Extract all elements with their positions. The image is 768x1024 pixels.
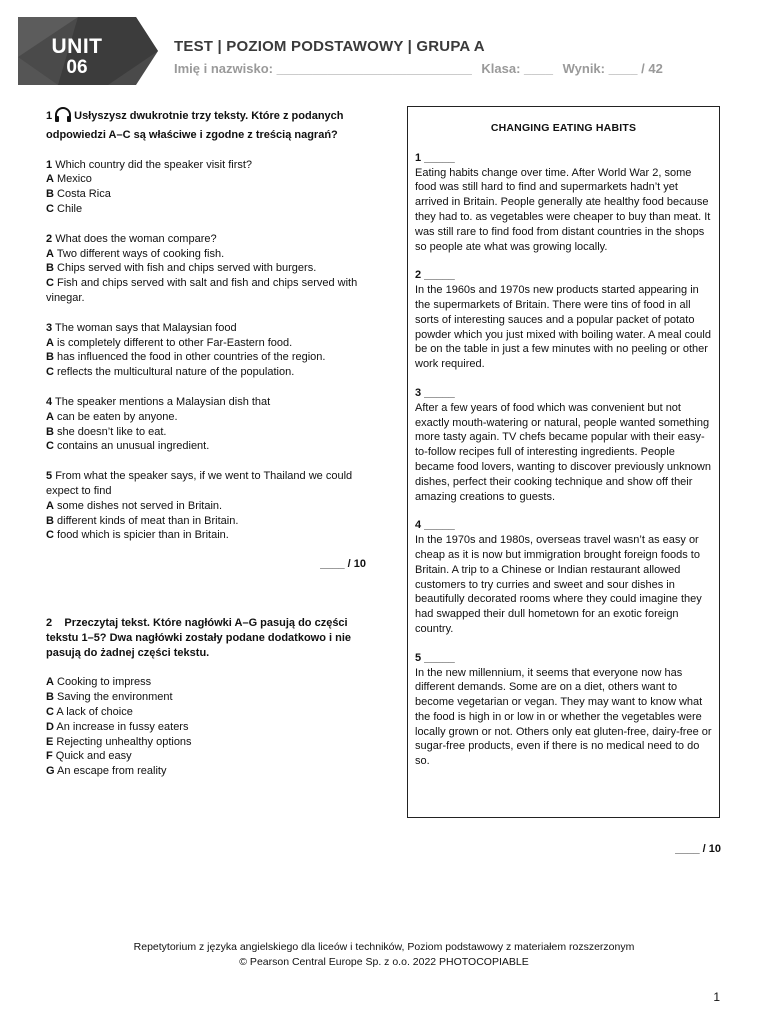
score-field: Wynik: ____ / 42 <box>562 61 663 76</box>
exercise2-instruction: 2 Przeczytaj tekst. Które nagłówki A–G pasują do części tekstu 1–5? Dwa nagłówki zostały podane dodatkowo i nie pasują do żadnej części tekstu. <box>46 616 352 659</box>
paragraph-2: 2 _____ In the 1960s and 1970s new products started appearing in the supermarkets of Britain. There were tins of food in all sorts of interesting sauces and a popular packet of potato powder which you just mixed with boiling water. A meal could be on the table in just a few minutes with no peeling or other work required. <box>415 269 711 371</box>
question-4: 4 The speaker mentions a Malaysian dish that A can be eaten by anyone. B she doesn’t like to eat. C contains an unusual ingredient. <box>46 395 271 453</box>
unit-label: UNIT <box>51 35 103 58</box>
question-2: 2 What does the woman compare? A Two different ways of cooking fish. B Chips served with fish and chips served with burgers. C Fish and chips served with salt and fish and chips served with vinegar. <box>46 232 358 304</box>
heading-option: F Quick and easy <box>46 750 132 763</box>
heading-option: B Saving the environment <box>46 691 173 704</box>
student-fields <box>174 61 669 76</box>
heading-option: G An escape from reality <box>46 765 167 778</box>
paragraph-1: 1 _____ Eating habits change over time. After World War 2, some food was still hard to find and supermarkets hadn’t yet arrived in Britain. People generally ate healthy food because they had to. as vegetables were cheaper to buy than meat. It was still rare to find food from distant countries in the shops so people ate what was growing locally. <box>415 151 711 253</box>
paragraph-4: 4 _____ In the 1970s and 1980s, overseas travel wasn’t as easy or cheap as it is now but immigration brought foreign foods to Britain. A trip to a Chinese or Indian restaurant allowed customers to try curries and sweet and sour dishes in beautifully decorated rooms where they could imagine they had swapped their dull hometown for an exotic foreign country. <box>415 519 702 635</box>
reading-text-box <box>407 106 720 818</box>
test-title: TEST | POZIOM PODSTAWOWY | GRUPA A <box>174 38 485 55</box>
class-field: Klasa: ____ <box>481 61 553 76</box>
heading-option: E Rejecting unhealthy options <box>46 735 192 748</box>
heading-option: A Cooking to impress <box>46 676 152 689</box>
left-column <box>46 107 366 779</box>
unit-number: 06 <box>66 57 88 78</box>
name-field: Imię i nazwisko: ___________________________ <box>174 61 472 76</box>
reading-text-title: CHANGING EATING HABITS <box>490 122 637 134</box>
unit-badge <box>18 17 158 85</box>
footer <box>0 940 768 969</box>
footer-line-2: © Pearson Central Europe Sp. z o.o. 2022 PHOTOCOPIABLE <box>239 955 529 968</box>
footer-line-1: Repetytorium z języka angielskiego dla liceów i techników, Poziom podstawowy z materiałem rozszerzonym <box>133 941 635 953</box>
exercise1-score: ____ / 10 <box>320 558 366 571</box>
exercise1-instruction: 1 Usłyszysz dwukrotnie trzy teksty. Które z podanych odpowiedzi A–C są właściwe i zgodne z treścią nagrań? <box>46 107 366 143</box>
question-5: 5 From what the speaker says, if we went to Thailand we could expect to find A some dishes not served in Britain. B different kinds of meat than in Britain. C food which is spicier than in Britain. <box>46 470 353 542</box>
paragraph-5: 5 _____ In the new millennium, it seems that everyone now has different demands. Some are on a diet, others want to become vegetarian or vegan. They may want to know what the food is high in or low in or whether the vegetables were locally grown or not. Others only eat gluten-free, dairy-free or sugar-free products, even if there is no medical need to do so. <box>415 651 712 768</box>
paragraph-3: 3 _____ After a few years of food which was convenient but not exactly mouth-watering or natural, people wanted something more tasty again. TV chefs became popular with their easy-to-follow recipes full of interesting ingredients. People became food lovers, wanting to discover previously unknown dishes, perfect their cooking technique and show off their amazing creations to guests. <box>415 386 711 503</box>
headphones-icon <box>54 107 72 128</box>
question-3: 3 The woman says that Malaysian food A is completely different to other Far-Eastern food. B has influenced the food in other countries of the region. C reflects the multicultural nature of the population. <box>46 321 326 379</box>
unit-label-block <box>48 36 106 78</box>
page-number: 1 <box>713 990 720 1004</box>
heading-option: D An increase in fussy eaters <box>46 720 189 733</box>
heading-option: C A lack of choice <box>46 705 133 718</box>
headings-list <box>46 675 366 779</box>
question-1: 1 Which country did the speaker visit first? A Mexico B Costa Rica C Chile <box>46 158 253 215</box>
exercise2-score: ____ / 10 <box>675 843 721 855</box>
